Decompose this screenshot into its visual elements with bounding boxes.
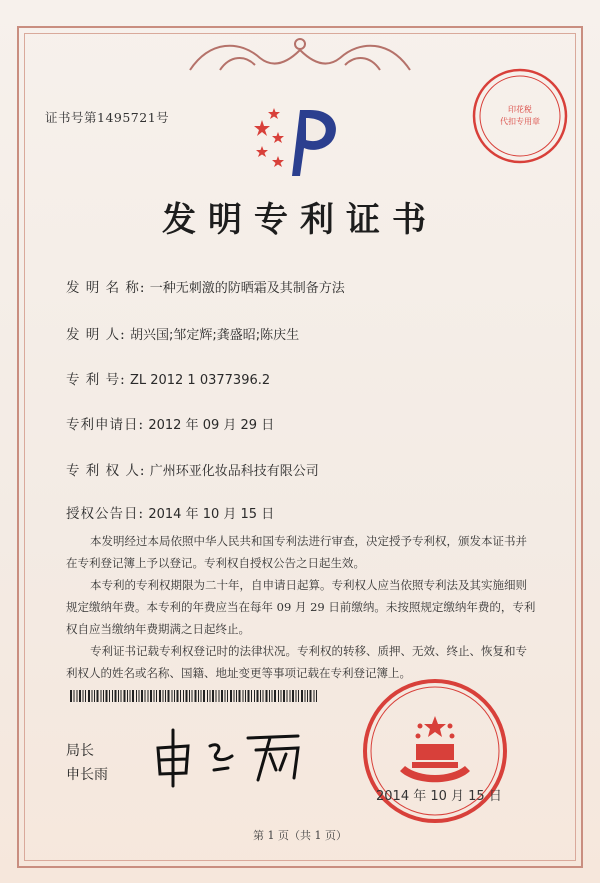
body-paragraph: 本发明经过本局依照中华人民共和国专利法进行审查，决定授予专利权，颁发本证书并在专利登记簿上予以登记。专利权自授权公告之日起生效。: [66, 534, 527, 570]
signatory-name: 申长雨: [66, 767, 108, 783]
page-title: 发明专利证书: [162, 200, 438, 240]
body-paragraph: 本专利的专利权期限为二十年，自申请日起算。专利权人应当依照专利法及其实施细则规定缴纳年费。本专利的年费应当在每年 09 月 29 日前缴纳。未按照规定缴纳年费的，专利权自应当缴纳年费期满之日起终止。: [66, 578, 536, 636]
issue-date: 2014 年 10 月 15 日: [376, 789, 502, 804]
field-label: 专 利 权 人:: [66, 463, 146, 479]
field-value: ZL 2012 1 0377396.2: [129, 373, 271, 388]
field-patentee: [66, 459, 319, 479]
field-value: 2014 年 10 月 15 日: [148, 507, 275, 522]
field-value: 一种无刺激的防晒霜及其制备方法: [149, 281, 345, 296]
signatory-title: 局长: [66, 743, 94, 759]
svg-text:代扣专用章: 代扣专用章: [500, 117, 540, 126]
field-patent-number: [66, 368, 270, 388]
signature: [148, 718, 308, 788]
body-paragraph: 专利证书记载专利权登记时的法律状况。专利权的转移、质押、无效、终止、恢复和专利权人的姓名或名称、国籍、地址变更等事项记载在专利登记簿上。: [66, 644, 527, 680]
field-label: 发 明 人:: [66, 327, 126, 343]
field-inventors: [66, 323, 299, 343]
field-label: 发 明 名 称:: [66, 280, 146, 296]
field-value: 2012 年 09 月 29 日: [148, 418, 275, 433]
field-label: 专 利 号:: [66, 372, 126, 388]
page-number: 第 1 页（共 1 页）: [253, 829, 347, 842]
field-invention-name: [66, 276, 345, 296]
field-label: 专利申请日:: [66, 417, 145, 433]
patent-office-seal: [470, 66, 570, 166]
field-value: 胡兴国;邹定辉;龚盛昭;陈庆生: [129, 328, 300, 343]
top-ornament: [180, 30, 420, 90]
field-label: 授权公告日:: [66, 506, 145, 522]
field-value: 广州环亚化妆品科技有限公司: [149, 464, 319, 479]
patent-office-logo: [248, 100, 352, 180]
certificate-number: 证书号第1495721号: [45, 110, 170, 125]
barcode: [70, 690, 320, 702]
field-application-date: [66, 413, 274, 433]
field-grant-date: [66, 502, 274, 522]
svg-text:印花税: 印花税: [508, 105, 532, 114]
certificate-body: [66, 530, 536, 684]
